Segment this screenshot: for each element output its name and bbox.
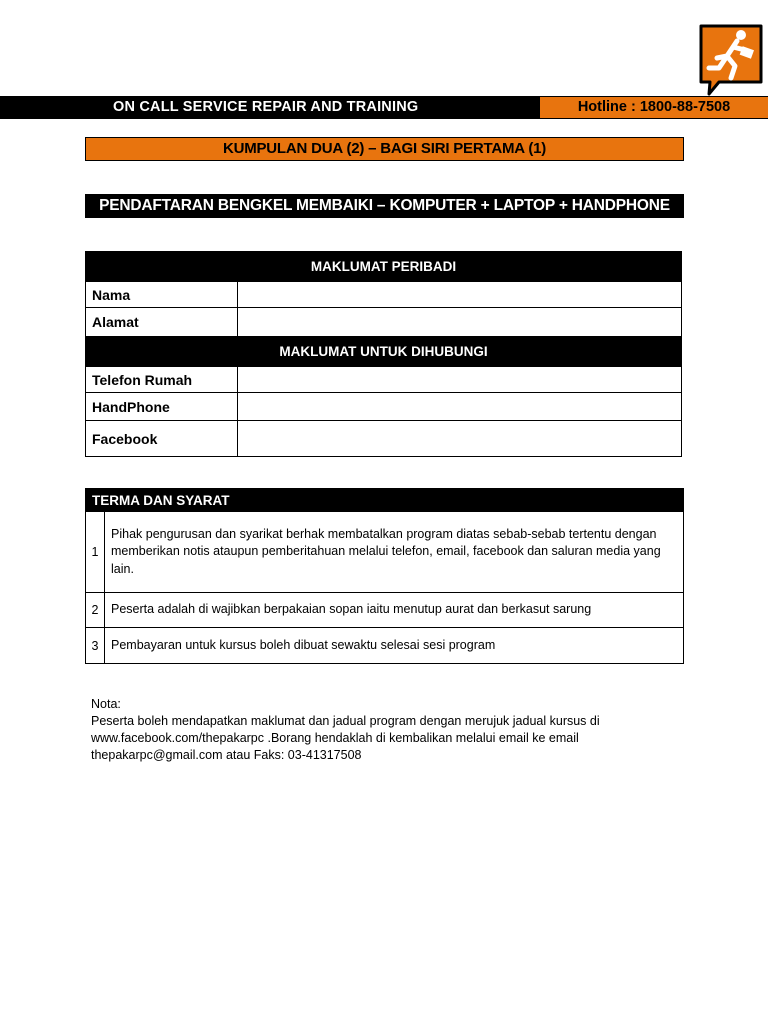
home-phone-field[interactable] (238, 367, 682, 393)
note-label: Nota: (91, 697, 121, 711)
note-block (91, 696, 651, 764)
address-field[interactable] (238, 308, 682, 337)
facebook-field[interactable] (238, 421, 682, 457)
terms-heading: TERMA DAN SYARAT (86, 489, 684, 512)
personal-info-heading: MAKLUMAT PERIBADI (86, 252, 682, 282)
terms-table (85, 488, 684, 664)
term-number: 2 (86, 593, 105, 628)
name-field[interactable] (238, 282, 682, 308)
contact-info-heading: MAKLUMAT UNTUK DIHUBUNGI (86, 337, 682, 367)
running-repairman-icon (697, 22, 765, 98)
address-label: Alamat (86, 308, 238, 337)
company-name: ON CALL SERVICE REPAIR AND TRAINING (113, 99, 419, 115)
note-line: www.facebook.com/thepakarpc .Borang hendaklah di kembalikan melalui email ke email (91, 731, 579, 745)
terms-row (86, 593, 684, 628)
term-text: Pembayaran untuk kursus boleh dibuat sewaktu selesai sesi program (105, 628, 684, 664)
facebook-label: Facebook (86, 421, 238, 457)
term-text: Peserta adalah di wajibkan berpakaian sopan iaitu menutup aurat dan berkasut sarung (105, 593, 684, 628)
group-title: KUMPULAN DUA (2) – BAGI SIRI PERTAMA (1) (85, 137, 684, 161)
home-phone-label: Telefon Rumah (86, 367, 238, 393)
hotline-text: Hotline : 1800-88-7508 (577, 99, 731, 115)
workshop-title: PENDAFTARAN BENGKEL MEMBAIKI – KOMPUTER + LAPTOP + HANDPHONE (85, 194, 684, 218)
term-number: 3 (86, 628, 105, 664)
note-line: thepakarpc@gmail.com atau Faks: 03-41317508 (91, 748, 362, 762)
handphone-field[interactable] (238, 393, 682, 421)
term-number: 1 (86, 512, 105, 593)
terms-row (86, 512, 684, 593)
note-line: Peserta boleh mendapatkan maklumat dan jadual program dengan merujuk jadual kursus di (91, 714, 600, 728)
registration-form-table (85, 251, 682, 457)
terms-row (86, 628, 684, 664)
handphone-label: HandPhone (86, 393, 238, 421)
term-text: Pihak pengurusan dan syarikat berhak membatalkan program diatas sebab-sebab tertentu dengan memberikan notis ataupun pemberitahuan melalui telefon, email, facebook dan saluran media yang lain. (105, 512, 684, 593)
name-label: Nama (86, 282, 238, 308)
